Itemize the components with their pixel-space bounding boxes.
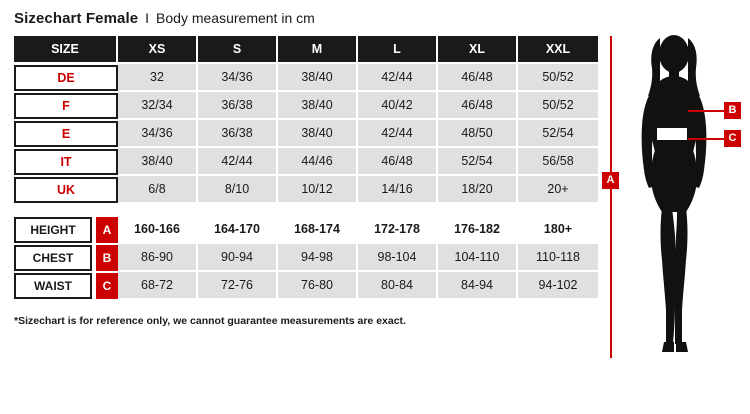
cell-height-l: 172-178 (358, 216, 438, 244)
cell-uk-xl: 18/20 (438, 176, 518, 204)
row-label-de: DE (14, 65, 118, 91)
table-row (14, 148, 598, 176)
page-subtitle: Body measurement in cm (156, 10, 315, 26)
cell-it-s: 42/44 (198, 148, 278, 176)
cell-waist-m: 76-80 (278, 272, 358, 300)
cell-uk-xxl: 20+ (518, 176, 598, 204)
row-label-uk: UK (14, 177, 118, 203)
cell-uk-m: 10/12 (278, 176, 358, 204)
column-header-xs: XS (118, 36, 198, 64)
column-header-s: S (198, 36, 278, 64)
cell-de-s: 34/36 (198, 64, 278, 92)
cell-chest-xs: 86-90 (118, 244, 198, 272)
cell-de-l: 42/44 (358, 64, 438, 92)
cell-f-l: 40/42 (358, 92, 438, 120)
cell-uk-l: 14/16 (358, 176, 438, 204)
waist-band-marker (657, 128, 687, 140)
cell-e-m: 38/40 (278, 120, 358, 148)
cell-it-xs: 38/40 (118, 148, 198, 176)
cell-height-xs: 160-166 (118, 216, 198, 244)
cell-height-xl: 176-182 (438, 216, 518, 244)
figure-tag-c: C (724, 130, 741, 147)
cell-de-m: 38/40 (278, 64, 358, 92)
figure-tag-a: A (602, 172, 619, 189)
cell-e-xl: 48/50 (438, 120, 518, 148)
measurement-row-waist (14, 272, 598, 300)
table-spacer-row (14, 204, 598, 216)
measurement-key-c: C (96, 273, 118, 299)
column-header-l: L (358, 36, 438, 64)
cell-waist-xxl: 94-102 (518, 272, 598, 300)
cell-de-xxl: 50/52 (518, 64, 598, 92)
cell-it-l: 46/48 (358, 148, 438, 176)
cell-waist-s: 72-76 (198, 272, 278, 300)
cell-e-xs: 34/36 (118, 120, 198, 148)
column-header-xxl: XXL (518, 36, 598, 64)
measurement-key-b: B (96, 245, 118, 271)
sizechart-table-wrap (14, 36, 598, 300)
measurement-row-height (14, 216, 598, 244)
female-figure-diagram (600, 30, 750, 370)
header-separator: I (145, 10, 150, 26)
cell-uk-xs: 6/8 (118, 176, 198, 204)
page-header (14, 10, 315, 27)
cell-e-xxl: 52/54 (518, 120, 598, 148)
measurement-label-height-wrap (14, 217, 118, 243)
table-row (14, 64, 598, 92)
measurement-key-a: A (96, 217, 118, 243)
cell-de-xs: 32 (118, 64, 198, 92)
cell-waist-l: 80-84 (358, 272, 438, 300)
cell-chest-l: 98-104 (358, 244, 438, 272)
cell-height-xxl: 180+ (518, 216, 598, 244)
chest-leader-line (688, 110, 724, 112)
cell-e-l: 42/44 (358, 120, 438, 148)
cell-f-xxl: 50/52 (518, 92, 598, 120)
column-header-size: SIZE (14, 36, 118, 64)
table-row (14, 120, 598, 148)
cell-f-m: 38/40 (278, 92, 358, 120)
height-measure-line (610, 36, 612, 358)
measurement-label-chest-wrap (14, 245, 118, 271)
cell-height-m: 168-174 (278, 216, 358, 244)
table-row (14, 176, 598, 204)
waist-leader-line (688, 138, 724, 140)
cell-waist-xs: 68-72 (118, 272, 198, 300)
table-row (14, 92, 598, 120)
measurement-label-height: HEIGHT (14, 217, 92, 243)
cell-chest-xxl: 110-118 (518, 244, 598, 272)
cell-uk-s: 8/10 (198, 176, 278, 204)
row-label-f: F (14, 93, 118, 119)
measurement-label-chest: CHEST (14, 245, 92, 271)
figure-tag-b: B (724, 102, 741, 119)
female-silhouette-icon (622, 32, 726, 362)
table-header-row (14, 36, 598, 64)
cell-chest-m: 94-98 (278, 244, 358, 272)
footnote: *Sizechart is for reference only, we cannot guarantee measurements are exact. (14, 315, 406, 327)
cell-height-s: 164-170 (198, 216, 278, 244)
page-title: Sizechart Female (14, 10, 139, 27)
sizechart-table (14, 36, 598, 300)
column-header-m: M (278, 36, 358, 64)
cell-f-xl: 46/48 (438, 92, 518, 120)
cell-waist-xl: 84-94 (438, 272, 518, 300)
cell-chest-s: 90-94 (198, 244, 278, 272)
column-header-xl: XL (438, 36, 518, 64)
cell-chest-xl: 104-110 (438, 244, 518, 272)
cell-it-xxl: 56/58 (518, 148, 598, 176)
cell-it-xl: 52/54 (438, 148, 518, 176)
cell-f-xs: 32/34 (118, 92, 198, 120)
measurement-row-chest (14, 244, 598, 272)
measurement-label-waist-wrap (14, 273, 118, 299)
cell-f-s: 36/38 (198, 92, 278, 120)
cell-de-xl: 46/48 (438, 64, 518, 92)
cell-e-s: 36/38 (198, 120, 278, 148)
row-label-it: IT (14, 149, 118, 175)
measurement-label-waist: WAIST (14, 273, 92, 299)
cell-it-m: 44/46 (278, 148, 358, 176)
row-label-e: E (14, 121, 118, 147)
